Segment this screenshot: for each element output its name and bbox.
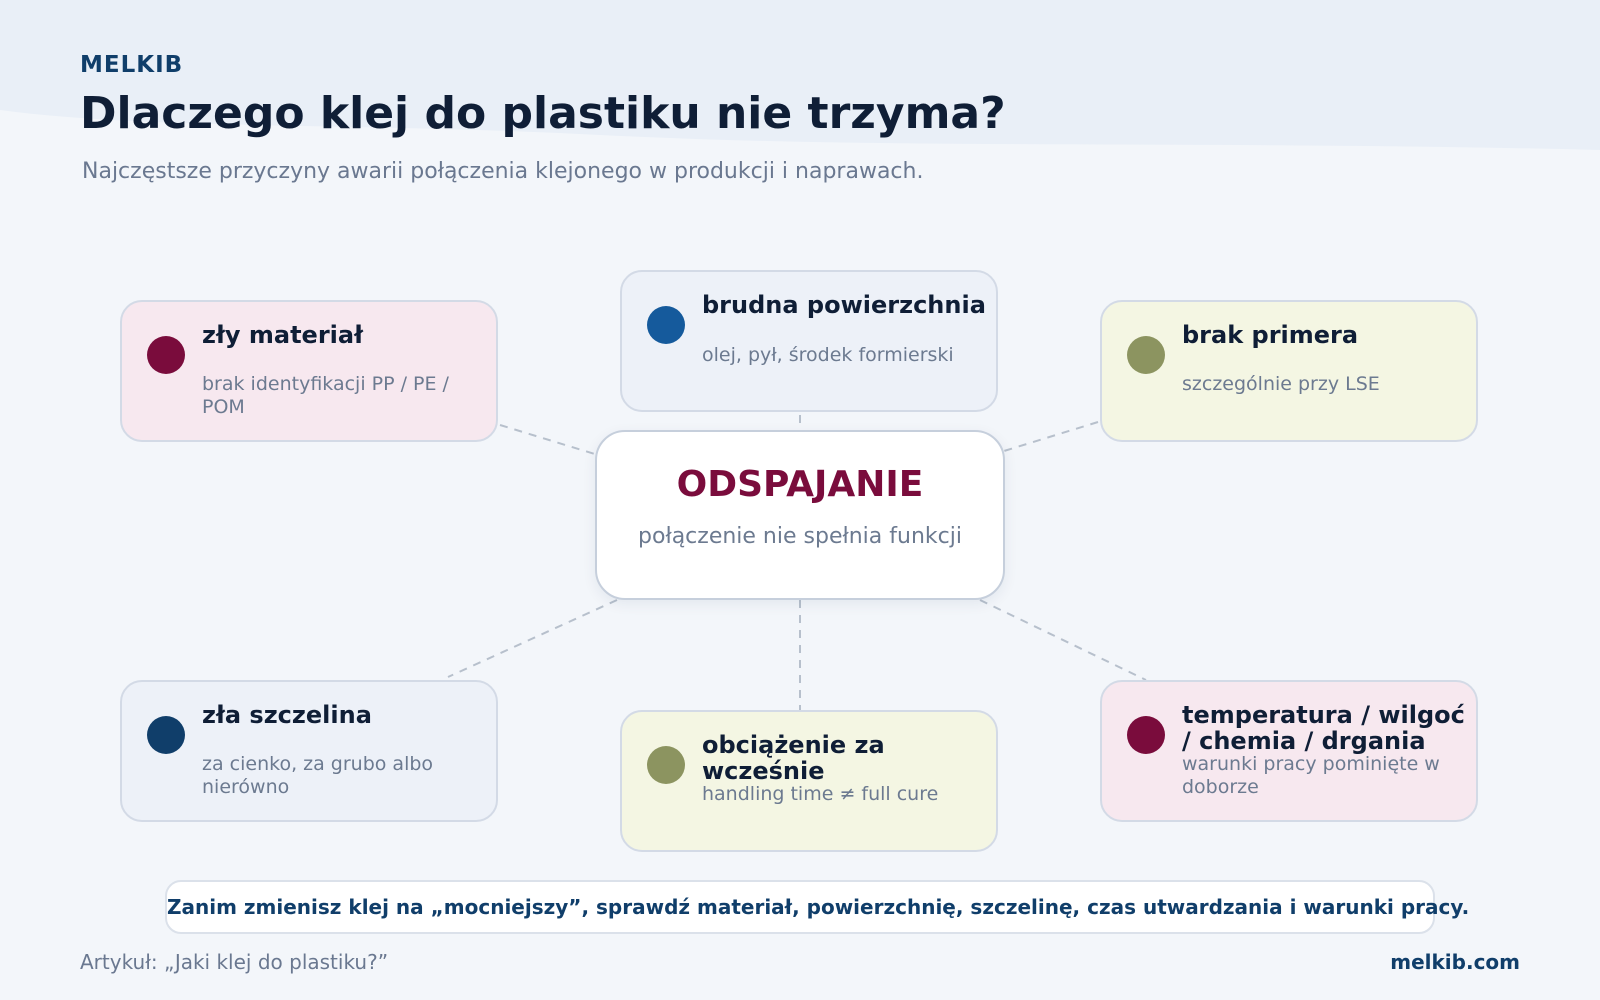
cause-title: brak primera — [1182, 321, 1359, 349]
bullet-dot — [1127, 336, 1165, 374]
page-title: Dlaczego klej do plastiku nie trzyma? — [80, 88, 1006, 139]
cause-description: za cienko, za grubo albo nierówno — [202, 753, 434, 798]
site-link[interactable]: melkib.com — [1390, 950, 1520, 974]
bullet-dot — [647, 306, 685, 344]
cause-title: zły materiał — [202, 321, 363, 349]
article-reference: Artykuł: „Jaki klej do plastiku?” — [80, 950, 389, 974]
cause-description: szczególnie przy LSE — [1182, 373, 1380, 395]
cause-node-dirty-surface — [620, 270, 998, 412]
connector-line — [980, 600, 1146, 680]
bullet-dot — [1127, 716, 1165, 754]
center-title: ODSPAJANIE — [676, 464, 924, 505]
cause-node-environment — [1100, 680, 1478, 822]
cause-node-bad-gap — [120, 680, 498, 822]
cause-title: temperatura / wilgoć / chemia / drgania — [1182, 701, 1465, 755]
cause-title: zła szczelina — [202, 701, 372, 729]
center-node — [595, 430, 1005, 600]
bullet-dot — [147, 336, 185, 374]
connector-line — [448, 600, 617, 677]
bullet-dot — [647, 746, 685, 784]
cause-node-bad-material — [120, 300, 498, 442]
cause-node-no-primer — [1100, 300, 1478, 442]
connector-line — [1004, 422, 1098, 451]
cause-description: warunki pracy pominięte w doborze — [1182, 753, 1440, 798]
bullet-dot — [147, 716, 185, 754]
cause-title: obciążenie za wcześnie — [702, 731, 885, 785]
checklist-note: Zanim zmienisz klej na „mocniejszy”, sprawdź materiał, powierzchnię, szczelinę, czas utwardzania i warunki pracy. — [165, 880, 1435, 934]
cause-description: olej, pył, środek formierski — [702, 344, 954, 366]
page-subtitle: Najczęstsze przyczyny awarii połączenia klejonego w produkcji i naprawach. — [82, 159, 924, 184]
connector-line — [500, 425, 598, 455]
center-subtitle: połączenie nie spełnia funkcji — [638, 524, 962, 549]
cause-node-early-load — [620, 710, 998, 852]
cause-description: brak identyfikacji PP / PE / POM — [202, 373, 449, 418]
cause-description: handling time ≠ full cure — [702, 783, 939, 805]
cause-title: brudna powierzchnia — [702, 291, 986, 319]
brand-logo: MELKIB — [80, 52, 184, 78]
